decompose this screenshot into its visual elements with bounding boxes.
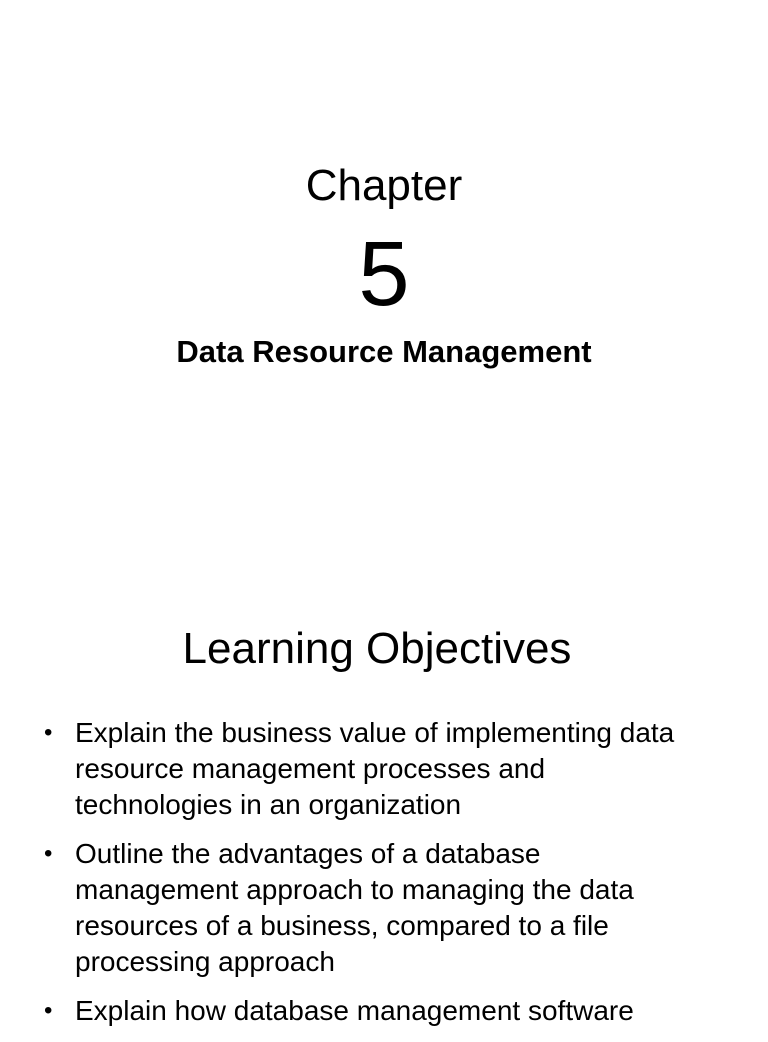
chapter-title: Data Resource Management	[176, 334, 592, 369]
objective-text: Outline the advantages of a database management approach to managing the data resources of a business, compared to a file processing approach	[75, 838, 634, 977]
bullet-icon: •	[44, 840, 53, 867]
objective-item	[0, 836, 768, 980]
learning-objectives-slide	[0, 560, 768, 1024]
objective-item	[0, 715, 768, 823]
objective-text: Explain the business value of implementing data resource management processes and technologies in an organization	[75, 717, 675, 820]
objective-text: Explain how database management software	[75, 995, 634, 1026]
chapter-label: Chapter	[305, 161, 463, 210]
objectives-heading: Learning Objectives	[182, 624, 572, 673]
chapter-number: 5	[358, 223, 410, 325]
bullet-icon: •	[44, 997, 53, 1024]
bullet-icon: •	[44, 719, 53, 746]
objectives-list	[0, 715, 768, 1042]
